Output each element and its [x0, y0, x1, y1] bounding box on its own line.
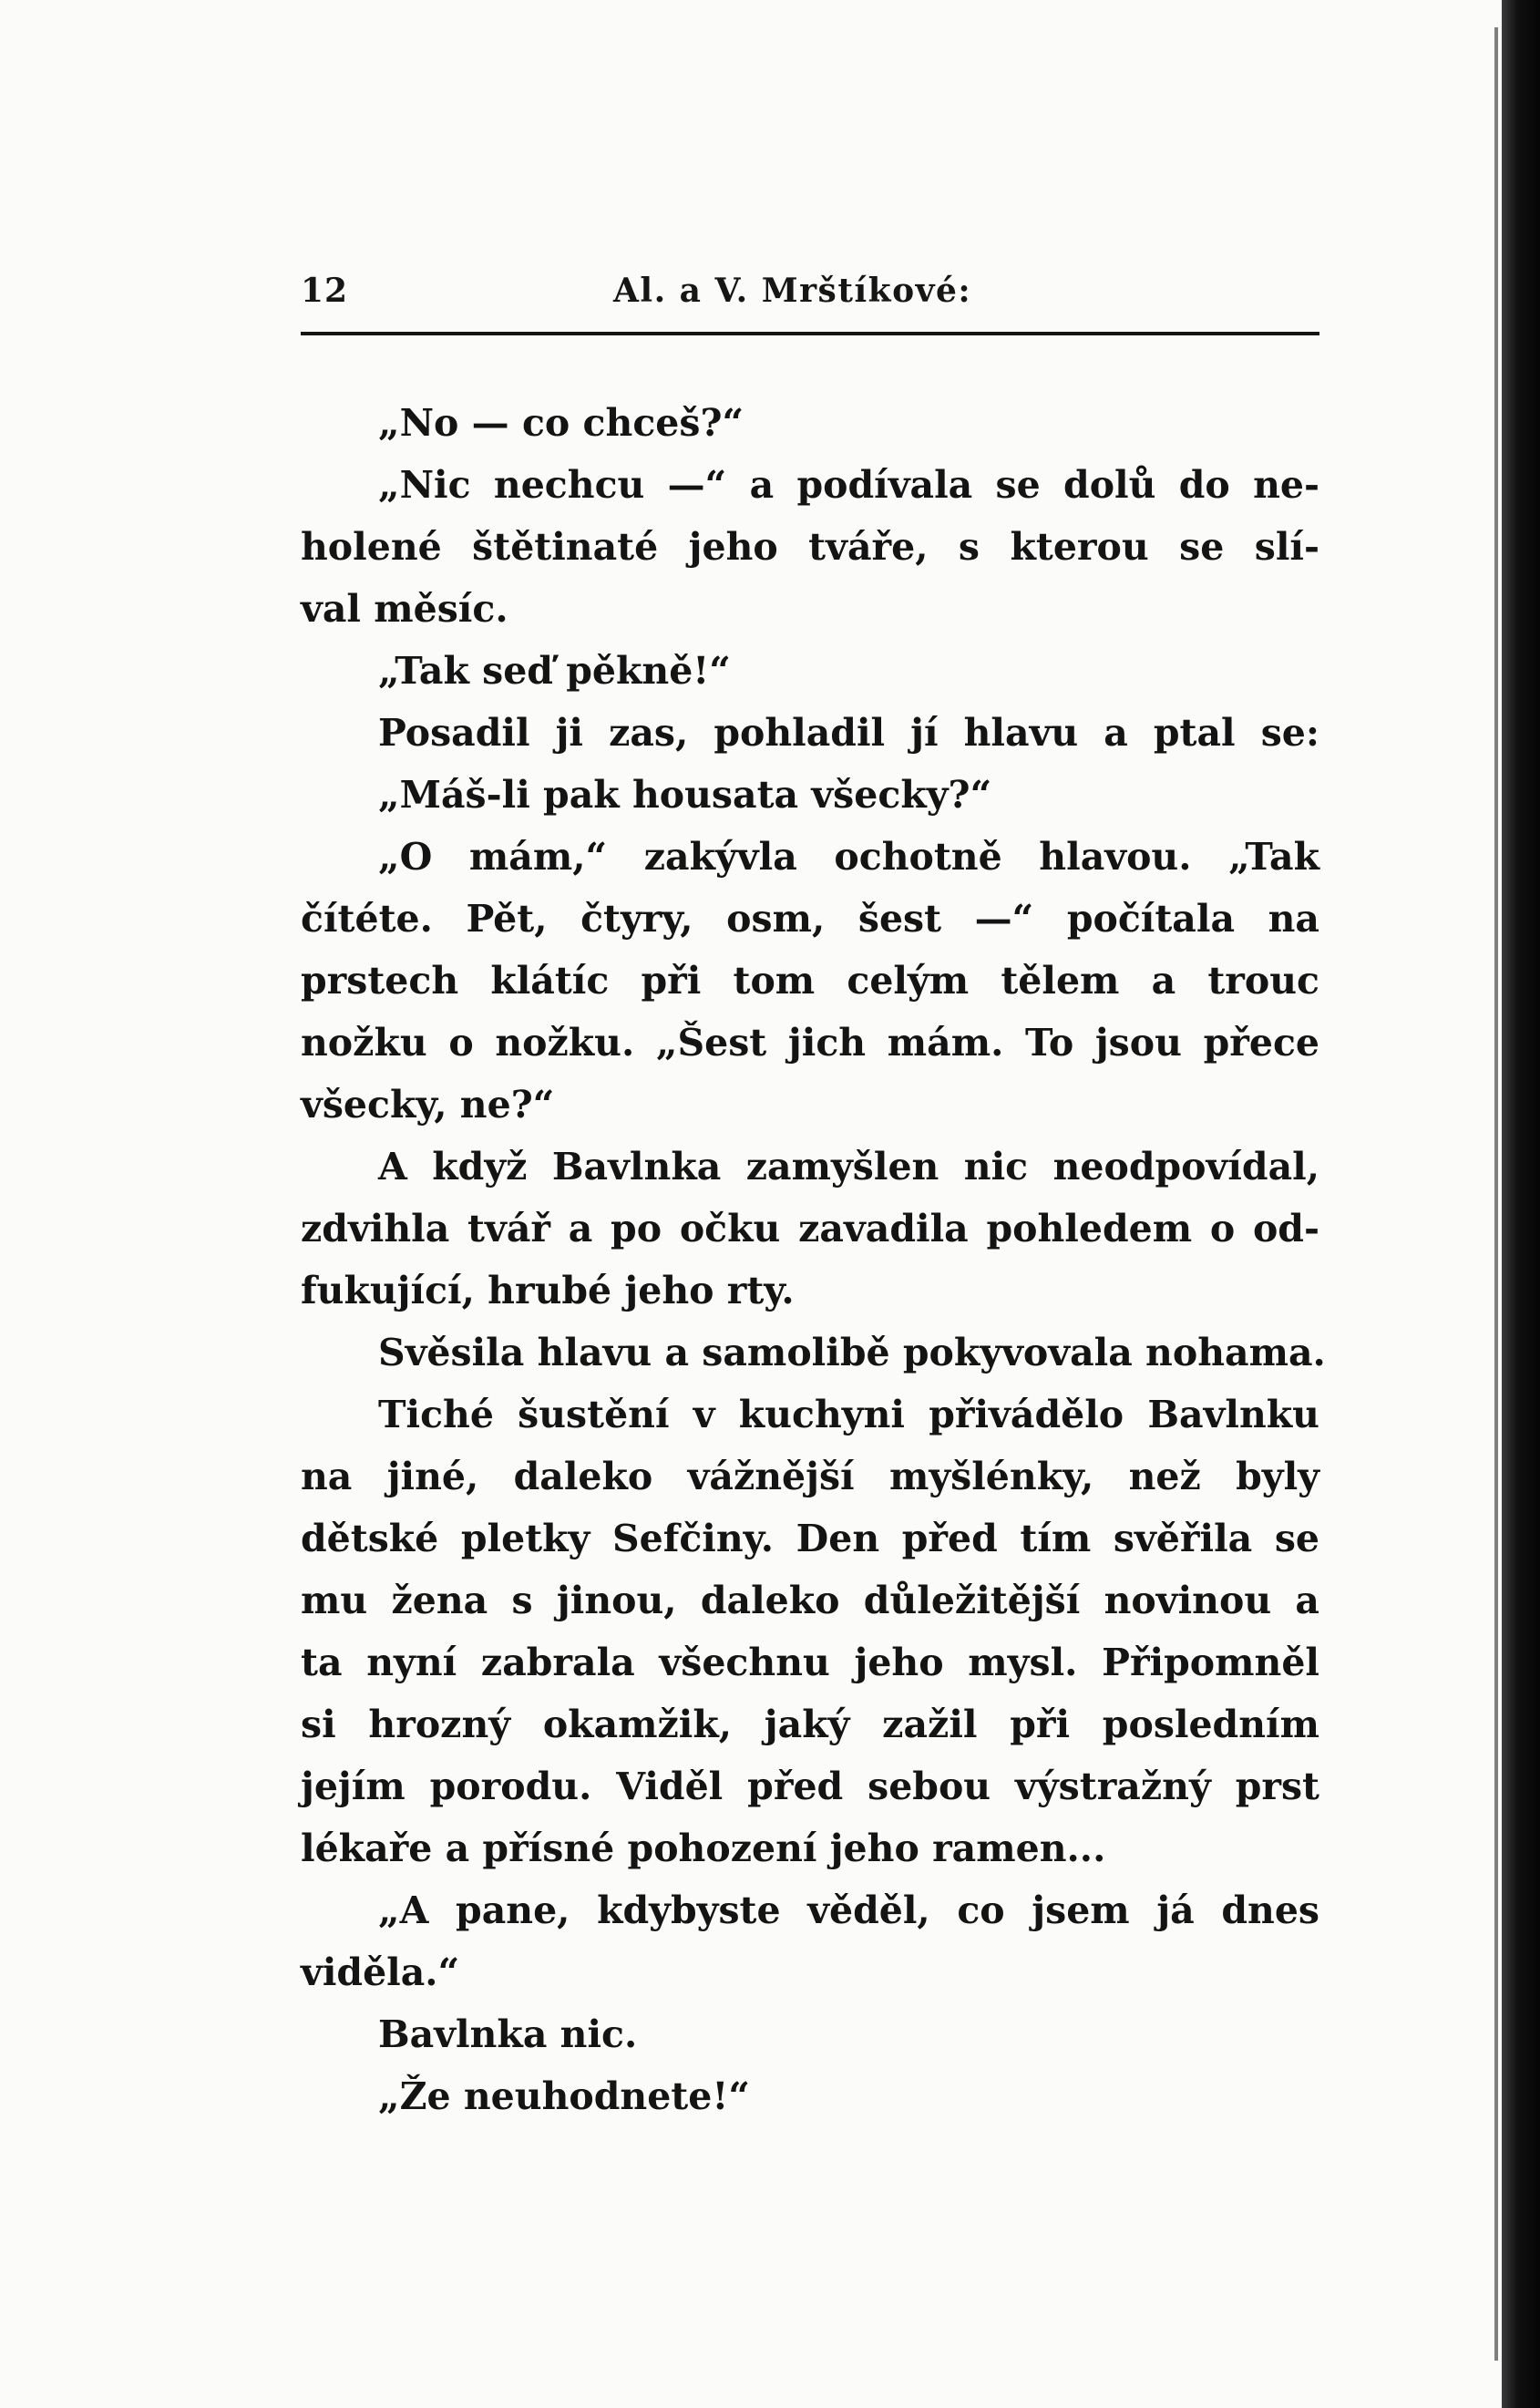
page-number: 12	[301, 272, 349, 310]
text-line: „No — co chceš?“	[378, 401, 744, 445]
body-text	[301, 392, 1326, 2127]
header-rule	[301, 332, 1319, 335]
text-line: val měsíc.	[301, 587, 508, 631]
text-line: jejím porodu. Viděl před sebou výstražný prst	[301, 1765, 1319, 1808]
text-line: „Že neuhodnete!“	[378, 2074, 750, 2118]
text-line: A když Bavlnka zamyšlen nic neodpovídal,	[378, 1145, 1319, 1189]
text-line: prstech klátíc při tom celým tělem a trouc	[301, 959, 1319, 1003]
text-line: mu žena s jinou, daleko důležitější novinou a	[301, 1579, 1319, 1622]
text-line: zdvihla tvář a po očku zavadila pohledem o od-	[301, 1207, 1319, 1250]
page-gutter-shadow	[1494, 27, 1498, 2361]
text-line: „A pane, kdybyste věděl, co jsem já dnes	[378, 1888, 1319, 1932]
text-line: na jiné, daleko vážnější myšlénky, než byly	[301, 1455, 1319, 1498]
text-line: čítéte. Pět, čtyry, osm, šest —“ počítala na	[301, 897, 1319, 941]
text-line: holené štětinaté jeho tváře, s kterou se slí-	[301, 525, 1319, 569]
text-line: „Nic nechcu —“ a podívala se dolů do ne-	[378, 463, 1319, 507]
text-line: ta nyní zabrala všechnu jeho mysl. Připomněl	[301, 1641, 1319, 1684]
running-title: Al. a V. Mrštíkové:	[613, 272, 972, 310]
text-line: Posadil ji zas, pohladil jí hlavu a ptal se:	[378, 711, 1319, 755]
text-line: „Tak seď pěkně!“	[378, 649, 731, 693]
text-line: si hrozný okamžik, jaký zažil při posledním	[301, 1703, 1319, 1746]
text-line: viděla.“	[301, 1950, 460, 1994]
text-line: „O mám,“ zakývla ochotně hlavou. „Tak	[378, 835, 1319, 879]
scan-edge	[1502, 0, 1540, 2408]
text-line: nožku o nožku. „Šest jich mám. To jsou přece	[301, 1021, 1319, 1065]
text-line: Tiché šustění v kuchyni přivádělo Bavlnku	[378, 1393, 1319, 1436]
text-line: Svěsila hlavu a samolibě pokyvovala nohama.	[378, 1331, 1326, 1374]
text-line: Bavlnka nic.	[378, 2012, 638, 2056]
text-line: všecky, ne?“	[301, 1083, 555, 1127]
text-line: dětské pletky Sefčiny. Den před tím svěřila se	[301, 1517, 1319, 1560]
text-line: „Máš-li pak housata všecky?“	[378, 773, 992, 817]
text-line: fukující, hrubé jeho rty.	[301, 1269, 795, 1312]
text-line: lékaře a přísné pohození jeho ramen...	[301, 1827, 1106, 1870]
page-header	[301, 272, 1319, 319]
